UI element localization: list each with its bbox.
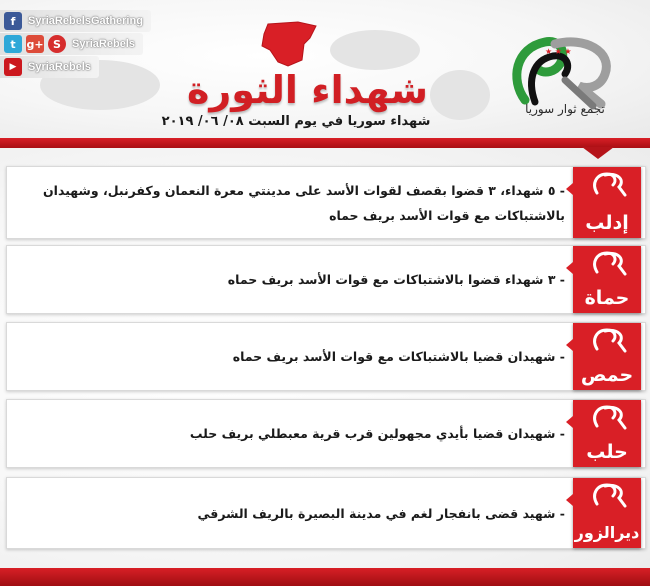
skype-icon[interactable]: S <box>48 35 66 53</box>
rebels-logo-icon <box>573 480 641 512</box>
region-label: إدلب <box>585 212 629 234</box>
entry-text: - شهيدان قضيا بالاشتباكات مع قوات الأسد بريف حماه <box>232 349 565 364</box>
region-label: حمص <box>580 364 634 386</box>
page-subtitle: شهداء سوريا في يوم السبت ٠٨/ ٠٦/ ٢٠١٩ <box>161 114 431 129</box>
top-divider <box>0 138 650 148</box>
youtube-icon: ▶ <box>4 58 22 76</box>
list-item <box>6 322 646 391</box>
google-plus-icon[interactable]: g+ <box>26 35 44 53</box>
youtube-handle: SyriaRebels <box>28 61 91 73</box>
list-item <box>6 477 646 549</box>
entry-text: - ٥ شهداء، ٣ قضوا بقصف لقوات الأسد على مدينتي معرة النعمان وكفرنبل، وشهيدان بالاشتباكات مع قوات الأسد بريف حماه <box>43 182 565 223</box>
rebels-logo-icon <box>573 248 641 280</box>
list-item <box>6 166 646 239</box>
list-item <box>6 399 646 468</box>
syria-map-icon <box>258 20 320 68</box>
region-badge <box>573 167 641 238</box>
page-title: شهداء الثورة <box>186 68 429 112</box>
region-badge <box>573 246 641 313</box>
entry-text: - ٣ شهداء قضوا بالاشتباكات مع قوات الأسد بريف حماه <box>227 272 565 287</box>
bottom-divider <box>0 568 650 586</box>
rebels-logo-icon <box>573 402 641 434</box>
content-area <box>0 148 650 568</box>
header-banner <box>0 0 650 140</box>
facebook-link[interactable] <box>0 10 151 32</box>
entry-text: - شهيدان قضيا بأيدي مجهولين قرب قرية معبطلي بريف حلب <box>189 426 565 441</box>
svg-text:★ ★ ★: ★ ★ ★ <box>545 47 572 56</box>
facebook-handle: SyriaRebelsGathering <box>28 15 143 27</box>
facebook-icon: f <box>4 12 22 30</box>
twitter-icon[interactable]: t <box>4 35 22 53</box>
rebels-logo-icon <box>573 325 641 357</box>
region-badge <box>573 478 641 548</box>
social-links-row[interactable] <box>0 33 143 55</box>
region-label: حلب <box>586 441 628 463</box>
divider-arrow <box>582 147 614 159</box>
region-badge <box>573 400 641 467</box>
region-label: حماة <box>584 287 630 309</box>
rebels-logo-icon <box>573 169 641 201</box>
twitter-handle: SyriaRebels <box>72 38 135 50</box>
world-map-decoration <box>430 70 490 120</box>
region-label: ديرالزور <box>574 523 640 542</box>
youtube-link[interactable] <box>0 56 99 78</box>
world-map-decoration <box>330 30 420 70</box>
list-item <box>6 245 646 314</box>
region-badge <box>573 323 641 390</box>
entry-text: - شهيد قضى بانفجار لغم في مدينة البصيرة بالريف الشرقي <box>197 505 565 521</box>
logo-caption: تجمع ثوار سوريا <box>525 102 605 116</box>
